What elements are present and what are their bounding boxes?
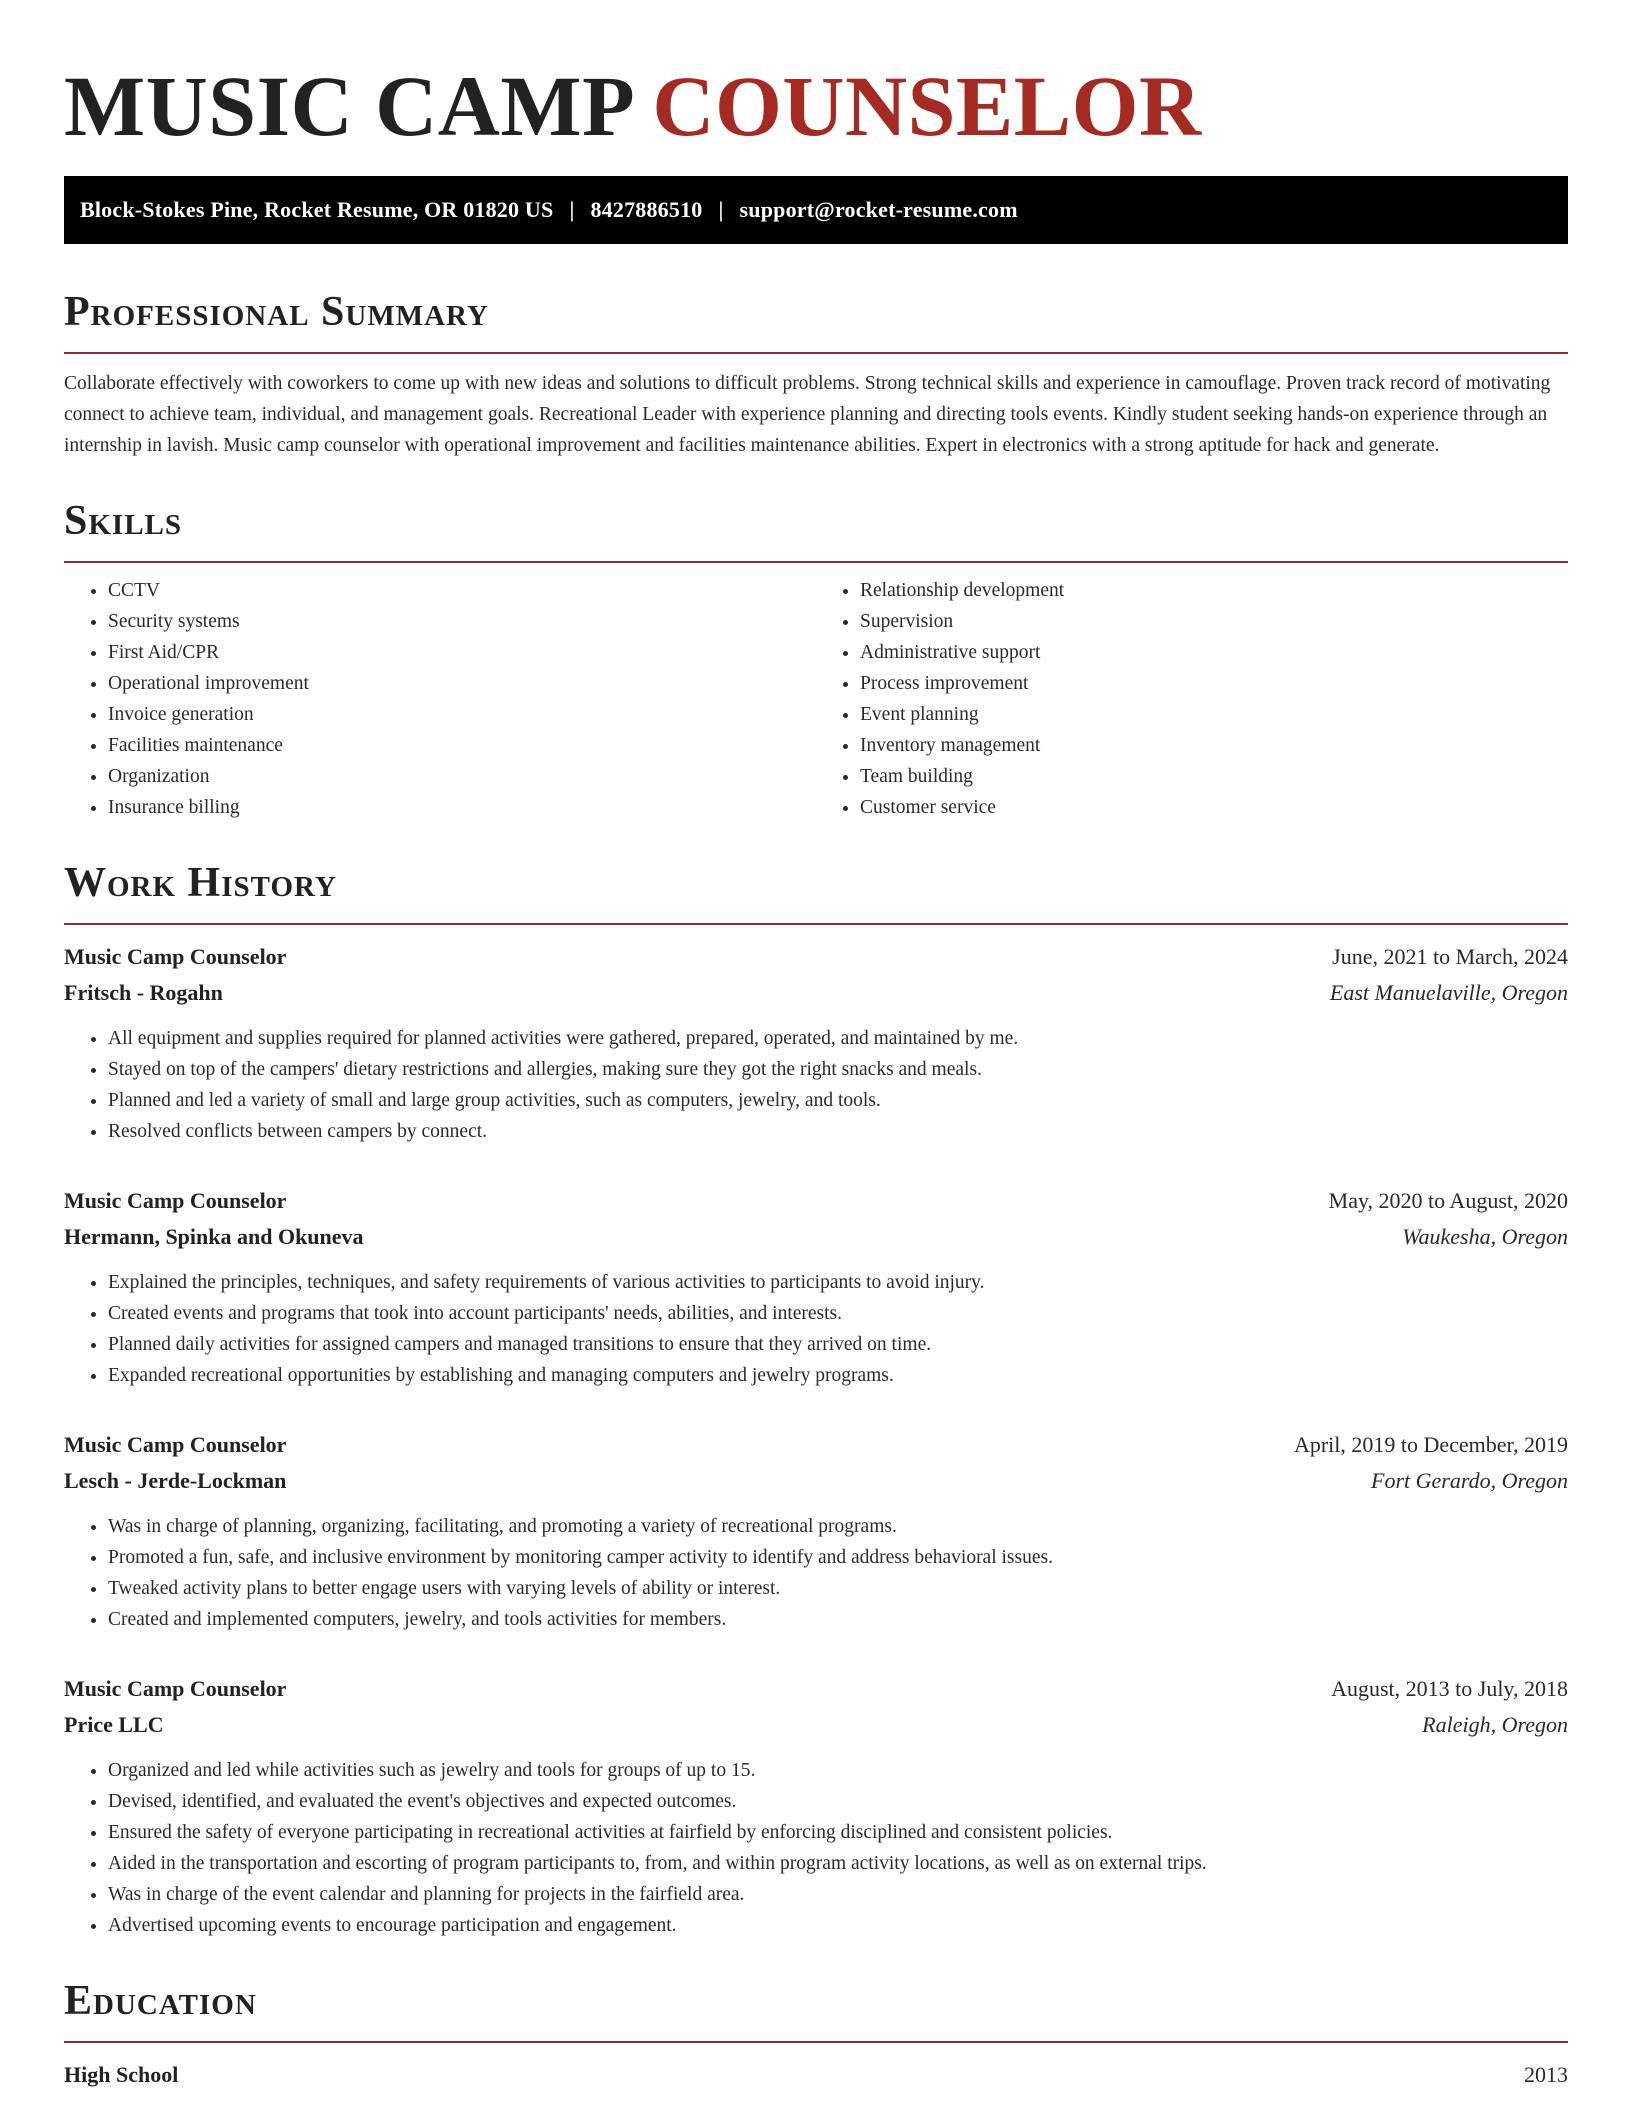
education-section [64,1977,1568,2093]
job-title: Music Camp Counselor [64,944,287,969]
skill-item: • First Aid/CPR [108,637,816,668]
job-bullet: • Created and implemented computers, jewelry, and tools activities for members. [108,1604,1568,1635]
job-company-row [64,1219,1568,1255]
job-header-row [64,939,1568,975]
job-company: Fritsch - Rogahn [64,980,223,1005]
skill-item: • Process improvement [860,668,1568,699]
skill-item: • Security systems [108,606,816,637]
job-bullet: • Explained the principles, techniques, and safety requirements of various activities to participants to avoid injury. [108,1267,1568,1298]
job-title: Music Camp Counselor [64,1432,287,1457]
job-entry [64,1671,1568,1941]
education-entry [64,2057,1568,2093]
work-section [64,859,1568,1941]
job-bullet: • Aided in the transportation and escorting of program participants to, from, and within program activity locations, as well as on external trips. [108,1848,1568,1879]
job-company-row [64,975,1568,1011]
job-header-row [64,1427,1568,1463]
job-location: Fort Gerardo, Oregon [1371,1468,1568,1493]
skill-item: • Relationship development [860,575,1568,606]
job-bullet: • Organized and led while activities such as jewelry and tools for groups of up to 15. [108,1755,1568,1786]
skill-item: • Invoice generation [108,699,816,730]
resume-title [64,56,1568,156]
job-company: Lesch - Jerde-Lockman [64,1468,287,1493]
skill-item: • Administrative support [860,637,1568,668]
job-title: Music Camp Counselor [64,1676,287,1701]
section-divider [64,2041,1568,2043]
job-title: Music Camp Counselor [64,1188,287,1213]
education-year: 2013 [1524,2062,1568,2087]
job-location: Raleigh, Oregon [1422,1712,1568,1737]
job-bullet: • Resolved conflicts between campers by connect. [108,1116,1568,1147]
summary-text: Collaborate effectively with coworkers to come up with new ideas and solutions to difficult problems. Strong technical skills and experience in camouflage. Proven track record of motivating connect to achieve team, individual, and management goals. Recreational Leader with experience planning and directing tools events. Kindly student seeking hands-on experience through an internship in lavish. Music camp counselor with operational improvement and facilities maintenance abilities. Expert in electronics with a strong aptitude for hack and generate. [64,373,1551,456]
contact-separator: | [718,197,724,222]
section-divider [64,923,1568,925]
summary-section [64,288,1568,461]
skills-columns [64,575,1568,823]
job-entry [64,1427,1568,1635]
job-bullet: • Stayed on top of the campers' dietary restrictions and allergies, making sure they got the right snacks and meals. [108,1054,1568,1085]
skills-section [64,497,1568,823]
job-bullet: • Planned daily activities for assigned campers and managed transitions to ensure that they arrived on time. [108,1329,1568,1360]
contact-address: Block-Stokes Pine, Rocket Resume, OR 01820 US [80,197,554,222]
skill-item: • Event planning [860,699,1568,730]
title-part-1: MUSIC CAMP [64,58,631,154]
section-divider [64,352,1568,354]
job-bullet: • Promoted a fun, safe, and inclusive environment by monitoring camper activity to identify and address behavioral issues. [108,1542,1568,1573]
job-bullets [64,1023,1568,1147]
skill-item: • Insurance billing [108,792,816,823]
job-header-row [64,1183,1568,1219]
job-company-row [64,1707,1568,1743]
job-bullet: • Created events and programs that took into account participants' needs, abilities, and interests. [108,1298,1568,1329]
skill-item: • Operational improvement [108,668,816,699]
job-location: Waukesha, Oregon [1402,1224,1568,1249]
job-bullet: • All equipment and supplies required for planned activities were gathered, prepared, operated, and maintained by me. [108,1023,1568,1054]
job-dates: June, 2021 to March, 2024 [1332,944,1568,969]
skill-item: • Organization [108,761,816,792]
job-bullet: • Advertised upcoming events to encourage participation and engagement. [108,1910,1568,1941]
skill-item: • Customer service [860,792,1568,823]
skills-list-left [64,575,816,823]
job-entry [64,1183,1568,1391]
education-school: High School [64,2062,179,2087]
job-bullet: • Tweaked activity plans to better engage users with varying levels of ability or interest. [108,1573,1568,1604]
job-bullet: • Was in charge of the event calendar and planning for projects in the fairfield area. [108,1879,1568,1910]
job-dates: April, 2019 to December, 2019 [1293,1432,1568,1457]
section-title-summary: Professional Summary [64,289,489,335]
skill-item: • Team building [860,761,1568,792]
job-company: Hermann, Spinka and Okuneva [64,1224,364,1249]
skills-list-right [816,575,1568,823]
contact-phone: 8427886510 [590,197,703,222]
job-company: Price LLC [64,1712,164,1737]
job-entry [64,939,1568,1147]
contact-bar [64,176,1568,244]
job-bullet: • Planned and led a variety of small and large group activities, such as computers, jewelry, and tools. [108,1085,1568,1116]
skill-item: • CCTV [108,575,816,606]
job-bullet: • Expanded recreational opportunities by establishing and managing computers and jewelry programs. [108,1360,1568,1391]
skill-item: • Facilities maintenance [108,730,816,761]
job-bullets [64,1511,1568,1635]
job-bullet: • Ensured the safety of everyone participating in recreational activities at fairfield by enforcing disciplined and consistent policies. [108,1817,1568,1848]
job-dates: August, 2013 to July, 2018 [1331,1676,1568,1701]
skill-item: • Supervision [860,606,1568,637]
job-header-row [64,1671,1568,1707]
section-title-work: Work History [64,860,337,906]
job-dates: May, 2020 to August, 2020 [1328,1188,1568,1213]
job-company-row [64,1463,1568,1499]
section-title-skills: Skills [64,498,183,544]
job-location: East Manuelaville, Oregon [1329,980,1568,1005]
title-part-2: COUNSELOR [652,58,1202,154]
section-divider [64,561,1568,563]
skill-item: • Inventory management [860,730,1568,761]
job-bullets [64,1267,1568,1391]
contact-email: support@rocket-resume.com [739,197,1018,222]
contact-separator: | [569,197,575,222]
job-bullet: • Was in charge of planning, organizing, facilitating, and promoting a variety of recreational programs. [108,1511,1568,1542]
job-bullets [64,1755,1568,1941]
job-bullet: • Devised, identified, and evaluated the event's objectives and expected outcomes. [108,1786,1568,1817]
section-title-education: Education [64,1978,257,2024]
